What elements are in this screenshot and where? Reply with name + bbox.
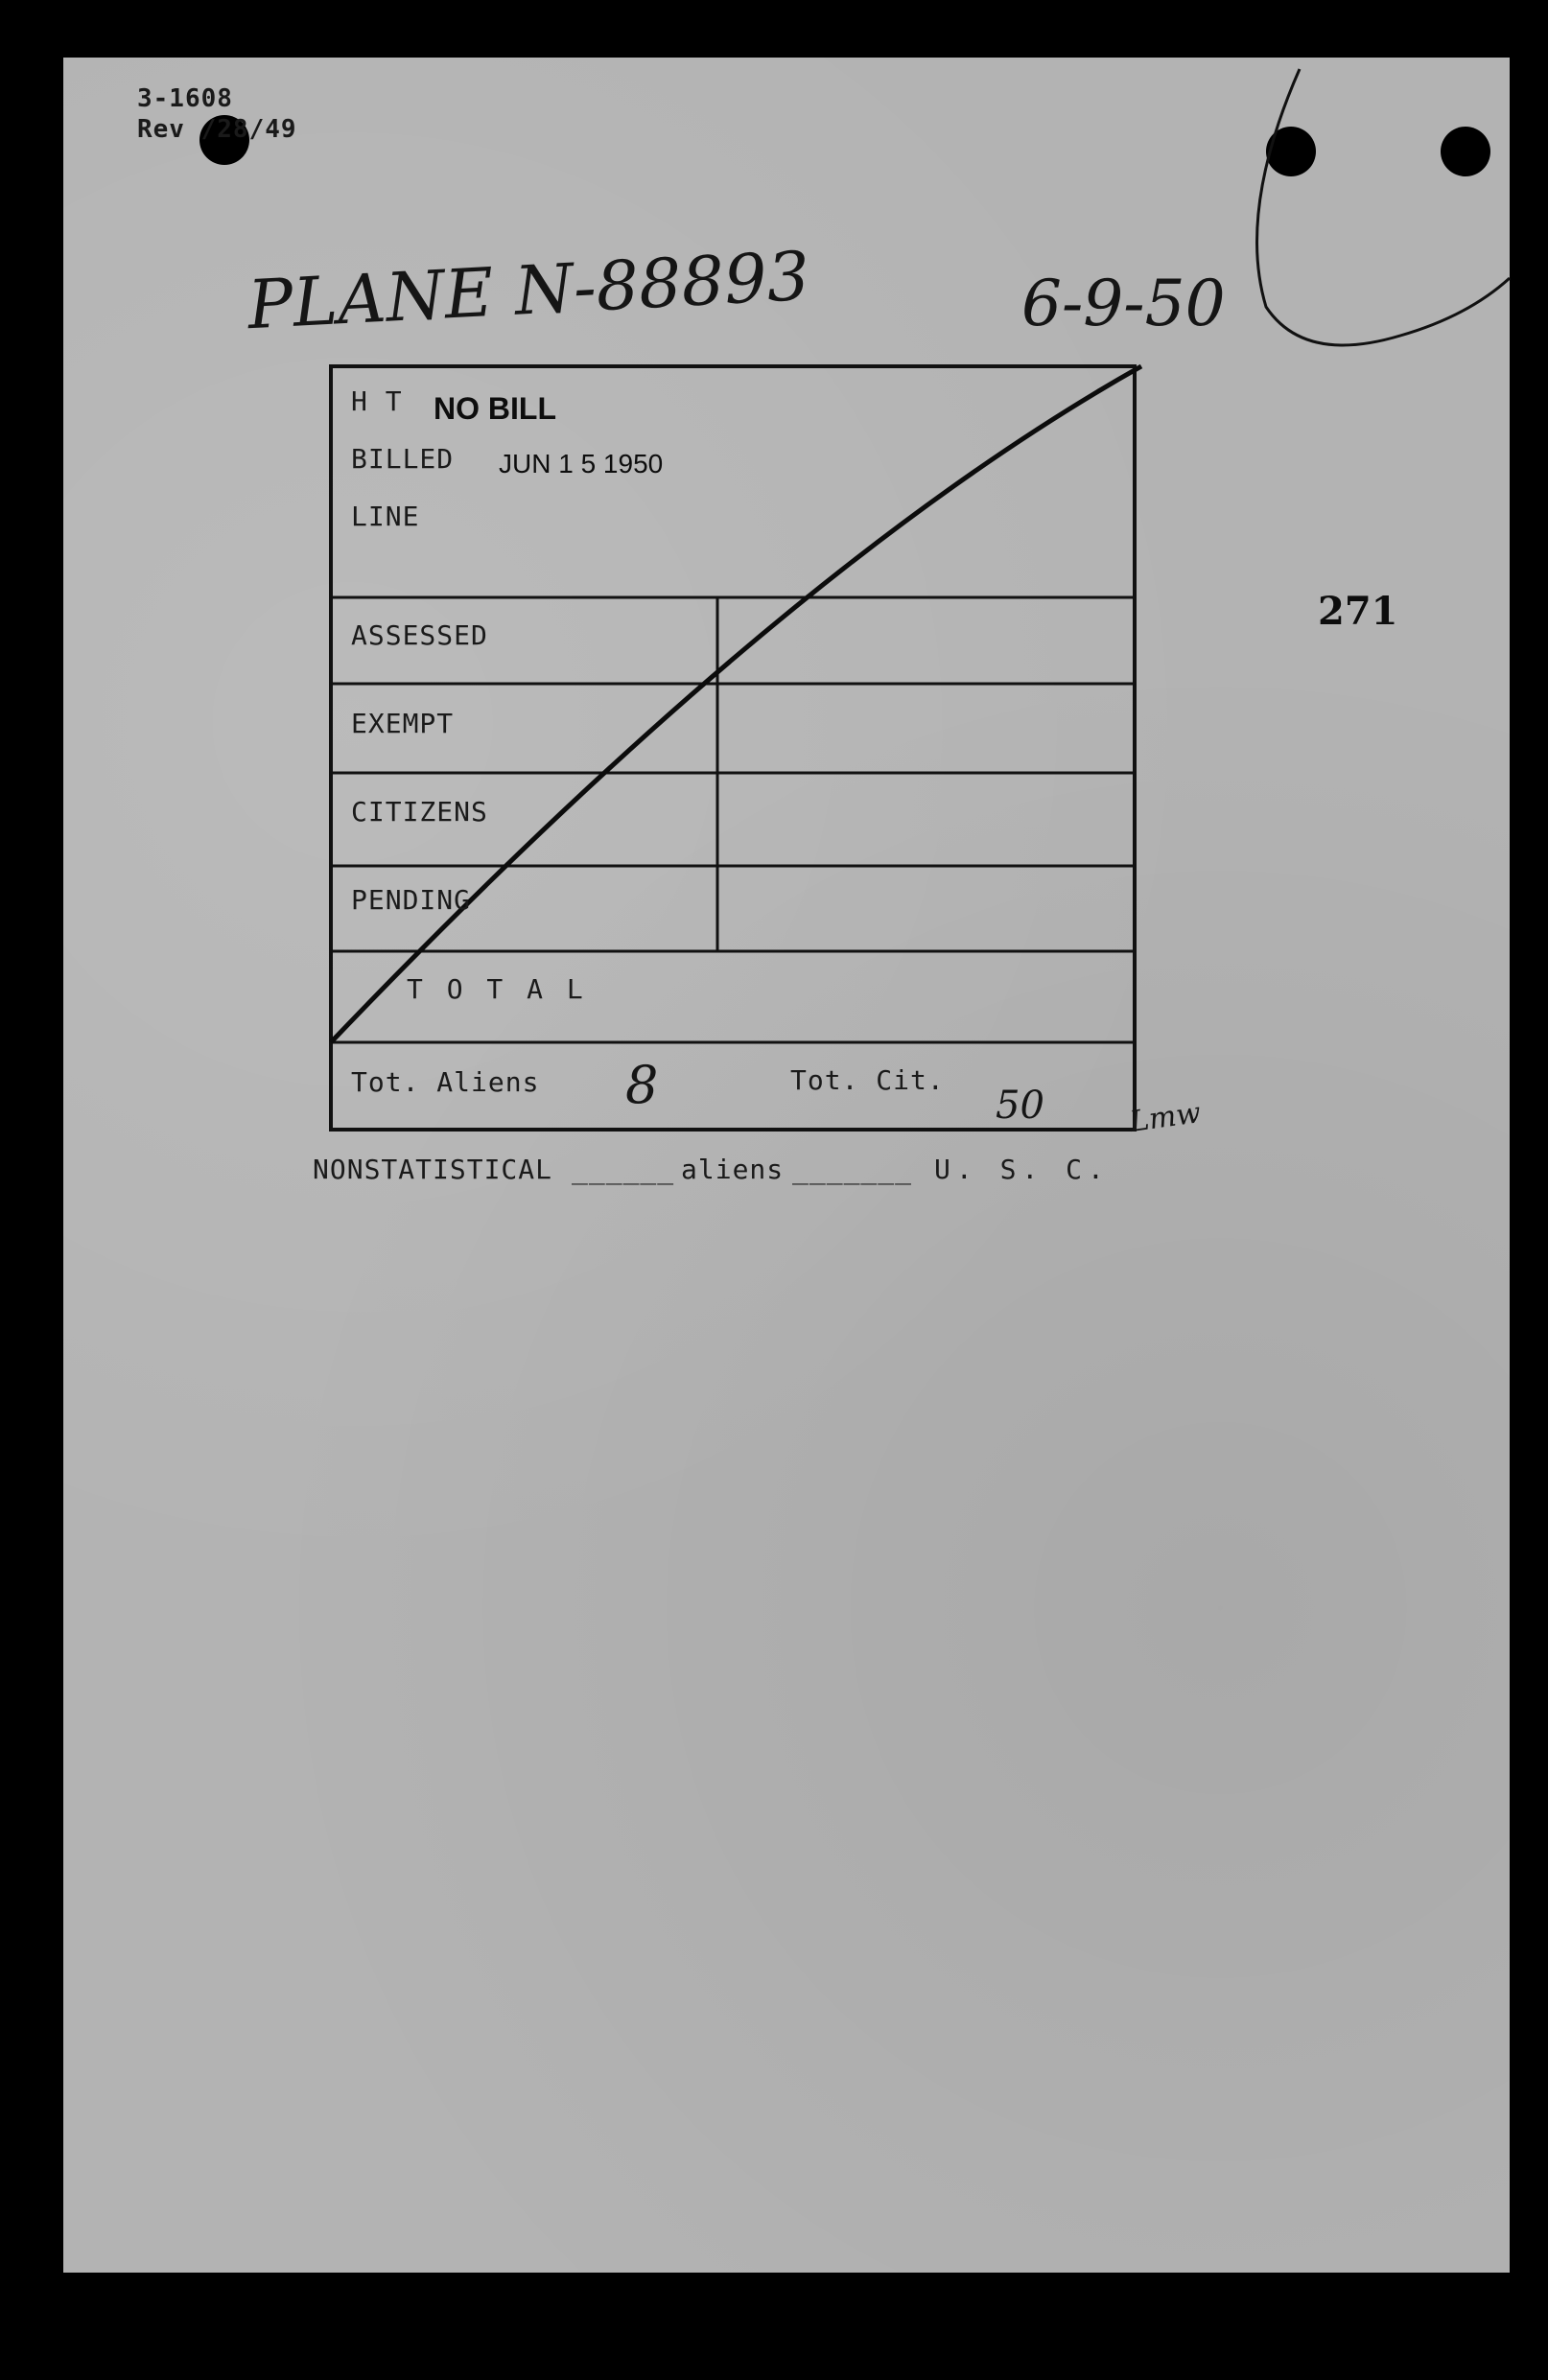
blank-line-2: _______: [792, 1154, 913, 1185]
stamp-date: JUN 1 5 1950: [499, 449, 664, 478]
plane-number: PLANE N-88893: [246, 236, 812, 345]
row-exempt: EXEMPT: [351, 708, 455, 739]
form-revision: Rev /28/49: [137, 115, 297, 144]
row-assessed: ASSESSED: [351, 619, 488, 651]
tot-cit-label: Tot. Cit.: [790, 1064, 945, 1096]
usc-label: U. S. C.: [934, 1154, 1110, 1185]
no-bill-stamp: NO BILL: [434, 391, 556, 426]
initials: Lmw: [1127, 1096, 1204, 1139]
circle-mark: [1257, 69, 1510, 345]
nonstatistical-label: NONSTATISTICAL: [313, 1154, 553, 1185]
blank-line-1: ______: [572, 1154, 675, 1185]
total-label: T O T A L: [407, 973, 587, 1005]
billed-label: BILLED: [351, 443, 455, 475]
page-number: 271: [1318, 589, 1398, 634]
row-citizens: CITIZENS: [351, 796, 488, 828]
form-code: 3-1608: [137, 84, 233, 113]
form-border: [331, 366, 1135, 1130]
tot-aliens-label: Tot. Aliens: [351, 1066, 540, 1098]
aliens-label: aliens: [681, 1154, 785, 1185]
handwritten-date: 6-9-50: [1021, 267, 1226, 340]
line-label: LINE: [351, 501, 420, 532]
ht-label: H T: [351, 385, 403, 417]
citizens-count: 50: [996, 1084, 1044, 1128]
aliens-count: 8: [625, 1055, 659, 1115]
row-pending: PENDING: [351, 884, 472, 916]
